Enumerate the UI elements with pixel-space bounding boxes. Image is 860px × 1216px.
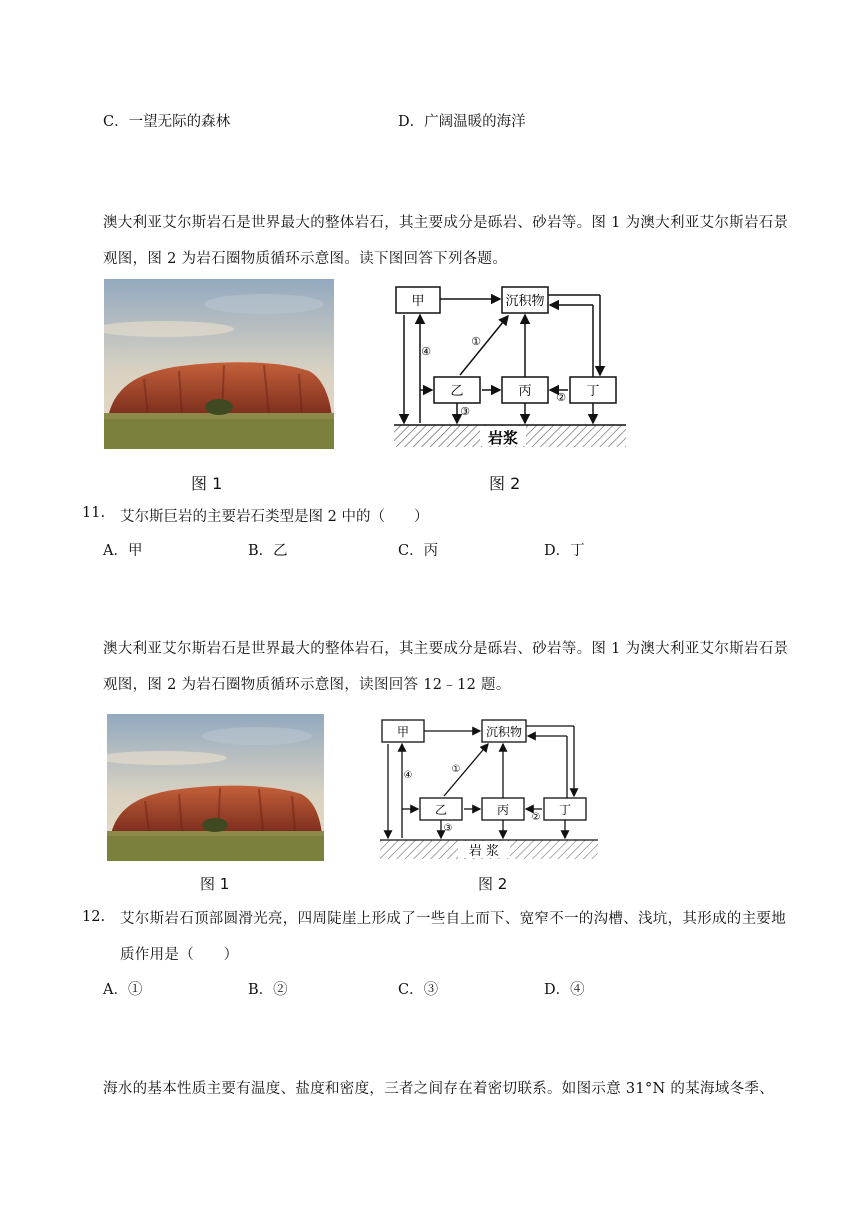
passage-1: 澳大利亚艾尔斯岩石是世界最大的整体岩石，其主要成分是砾岩、砂岩等。图 1 为澳大利亚艾尔斯岩石景观图，图 2 为岩石圈物质循环示意图。读下图回答下列各题。	[103, 215, 789, 267]
question-12-stem: 艾尔斯岩石顶部圆滑光亮，四周陡崖上形成了一些自上而下、宽窄不一的沟槽、浅坑，其形成的主要地质作用是（ ）	[120, 911, 786, 963]
q11-option-b[interactable]: B．乙	[248, 543, 288, 559]
node-bing-1: 丙	[518, 384, 532, 399]
rock-cycle-diagram-1	[390, 283, 630, 453]
q11-option-c[interactable]: C．丙	[398, 543, 439, 559]
ayers-rock-photo-2	[107, 714, 324, 861]
figure-1-caption: 图 1	[191, 474, 223, 493]
label-1-2: ①	[451, 764, 461, 775]
q11-option-a[interactable]: A．甲	[103, 543, 143, 559]
label-2-2: ②	[531, 812, 541, 823]
node-magma-1: 岩浆	[487, 429, 519, 447]
option-d-prev: D．广阔温暖的海洋	[398, 114, 526, 130]
passage-2: 澳大利亚艾尔斯岩石是世界最大的整体岩石，其主要成分是砾岩、砂岩等。图 1 为澳大利亚艾尔斯岩石景观图，图 2 为岩石圈物质循环示意图，读图回答 12﹣12 题。	[103, 641, 789, 693]
ayers-rock-photo-1	[104, 279, 334, 449]
label-4-1: ④	[421, 345, 431, 358]
node-jia-1: 甲	[411, 294, 425, 309]
figure-1-caption-2: 图 1	[200, 875, 230, 893]
node-bing-2: 丙	[496, 803, 510, 817]
node-magma-2: 岩 浆	[468, 844, 500, 859]
q12-option-a[interactable]: A．①	[103, 982, 143, 998]
rock-cycle-diagram-2	[378, 716, 602, 864]
label-3-2: ③	[443, 823, 453, 834]
node-sediment-2: 沉积物	[485, 725, 523, 739]
q12-option-b[interactable]: B．②	[248, 982, 288, 998]
node-ding-1: 丁	[586, 384, 600, 399]
passage-3: 海水的基本性质主要有温度、盐度和密度，三者之间存在着密切联系。如图示意 31°N 的某海域冬季、	[103, 1081, 775, 1097]
q12-option-c[interactable]: C．③	[398, 982, 439, 998]
figure-2-caption-2: 图 2	[478, 875, 508, 893]
question-11-stem: 艾尔斯巨岩的主要岩石类型是图 2 中的（ ）	[120, 509, 429, 525]
node-yi-1: 乙	[450, 384, 464, 399]
question-11-number: 11.	[82, 505, 106, 521]
node-sediment-1: 沉积物	[505, 294, 545, 309]
label-4-2: ④	[403, 770, 413, 781]
label-3-1: ③	[460, 405, 470, 418]
node-yi-2: 乙	[434, 803, 448, 817]
label-1-1: ①	[471, 335, 481, 348]
option-c-prev: C．一望无际的森林	[103, 114, 231, 130]
question-12-number: 12.	[82, 909, 106, 925]
node-ding-2: 丁	[558, 803, 572, 817]
node-jia-2: 甲	[396, 725, 410, 739]
figure-2-caption: 图 2	[489, 474, 521, 493]
q12-option-d[interactable]: D．④	[544, 982, 585, 998]
label-2-1: ②	[556, 391, 566, 404]
q11-option-d[interactable]: D．丁	[544, 543, 585, 559]
